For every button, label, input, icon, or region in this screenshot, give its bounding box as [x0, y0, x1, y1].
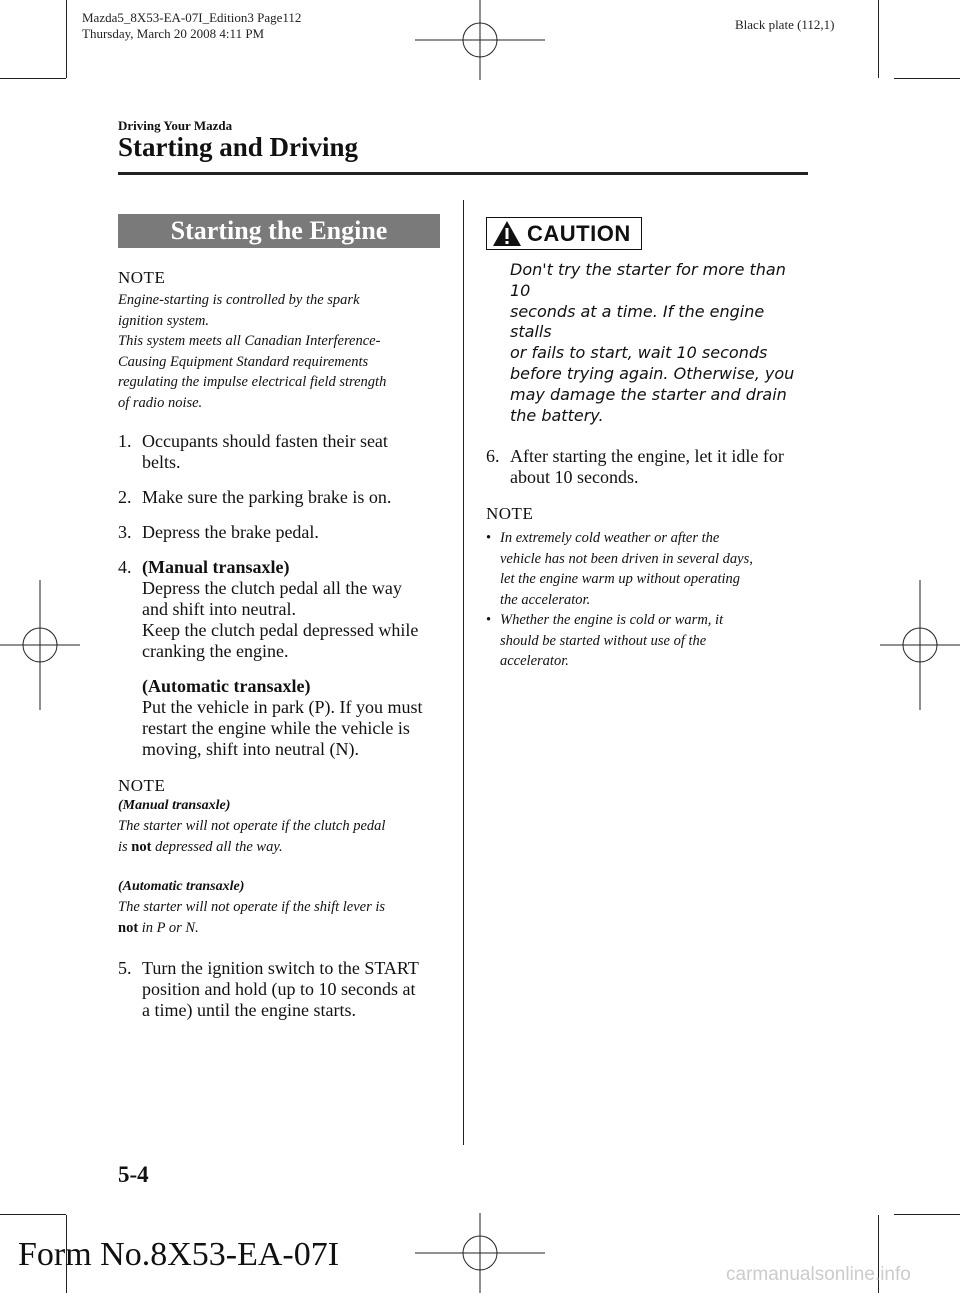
step-line: Depress the clutch pedal all the way — [142, 578, 402, 598]
note-line: the accelerator. — [500, 591, 591, 608]
note-line: should be started without use of the — [500, 632, 707, 649]
print-date-line: Thursday, March 20 2008 4:11 PM — [82, 26, 265, 41]
step-line: Make sure the parking brake is on. — [142, 487, 392, 507]
note-label: NOTE — [118, 776, 166, 795]
step-5 — [118, 958, 440, 1021]
note-line: regulating the impulse electrical field strength — [118, 374, 387, 390]
step-line: Keep the clutch pedal depressed while — [142, 620, 419, 640]
warning-triangle-icon — [492, 220, 522, 247]
note-fragment: is — [118, 838, 132, 855]
step-line: and shift into neutral. — [142, 599, 296, 619]
right-column — [486, 217, 808, 672]
step-line: After starting the engine, let it idle for — [510, 446, 784, 467]
note-bullet-list — [486, 528, 808, 672]
note-line: ignition system. — [118, 312, 210, 329]
caution-text — [510, 260, 808, 426]
section-label: Driving Your Mazda — [118, 118, 233, 133]
step-line: cranking the engine. — [142, 641, 289, 661]
note-line: • In extremely cold weather or after the — [500, 530, 720, 547]
note-label: NOTE — [118, 268, 166, 287]
note-fragment: depressed all the way. — [151, 838, 283, 855]
note-subheading: (Manual transaxle) — [118, 798, 231, 813]
note-emphasis: not — [118, 919, 139, 936]
page-title: Starting and Driving — [118, 132, 359, 162]
step-line: position and hold (up to 10 seconds at — [142, 979, 416, 999]
step-subheading: (Automatic transaxle) — [142, 676, 311, 696]
caution-label: CAUTION — [527, 220, 631, 246]
step-2 — [118, 487, 440, 508]
header-rule — [118, 172, 808, 175]
step-line: restart the engine while the vehicle is — [142, 718, 410, 738]
step-line: a time) until the engine starts. — [142, 1000, 356, 1020]
step-number: 3. — [118, 522, 132, 542]
step-line: moving, shift into neutral (N). — [142, 739, 359, 759]
step-line: about 10 seconds. — [510, 467, 639, 488]
note-line — [118, 837, 440, 858]
step-line: Occupants should fasten their seat — [142, 431, 388, 451]
step-4 — [118, 557, 440, 760]
step-body — [142, 487, 440, 508]
note-text — [118, 816, 440, 857]
step-number: 2. — [118, 487, 132, 507]
caution-line: may damage the starter and drain — [510, 384, 787, 404]
step-number: 5. — [118, 958, 132, 978]
note-label: NOTE — [486, 504, 534, 524]
note-bullet — [486, 610, 808, 672]
print-job-line: Mazda5_8X53-EA-07I_Edition3 Page112 — [82, 10, 302, 25]
note-line: This system meets all Canadian Interference- — [118, 333, 381, 349]
step-body — [510, 446, 808, 488]
step-number: 4. — [118, 557, 132, 577]
left-column — [118, 214, 440, 1021]
note-text — [118, 897, 440, 938]
step-number: 6. — [486, 446, 500, 467]
step-subheading: (Manual transaxle) — [142, 557, 290, 577]
note-line: The starter will not operate if the clutch pedal — [118, 818, 386, 834]
note-text — [118, 290, 440, 413]
step-body — [142, 557, 440, 760]
caution-line: or fails to start, wait 10 seconds — [510, 343, 768, 363]
registration-mark-right — [880, 580, 960, 710]
registration-mark-left — [0, 580, 80, 710]
watermark: carmanualsonline.info — [726, 1264, 911, 1285]
caution-line: before trying again. Otherwise, you — [510, 363, 795, 383]
form-number: Form No.8X53-EA-07I — [18, 1236, 340, 1273]
caution-box — [486, 217, 642, 250]
registration-mark-bottom — [415, 1213, 545, 1293]
note-line: let the engine warm up without operating — [500, 571, 741, 588]
caution-line: Don't try the starter for more than 10 — [510, 260, 786, 300]
step-line: Turn the ignition switch to the START — [142, 958, 419, 978]
note-bullet — [486, 528, 808, 610]
note-emphasis: not — [131, 838, 152, 855]
step-body — [142, 958, 440, 1021]
note-line: • Whether the engine is cold or warm, it — [500, 612, 724, 629]
plate-label: Black plate (112,1) — [735, 17, 835, 32]
step-line: Put the vehicle in park (P). If you must — [142, 697, 423, 717]
step-6 — [486, 446, 808, 488]
section-banner: Starting the Engine — [118, 214, 440, 248]
note-line: Causing Equipment Standard requirements — [118, 353, 369, 370]
step-body — [142, 522, 440, 543]
step-body — [142, 431, 440, 473]
note-line: vehicle has not been driven in several days, — [500, 550, 753, 567]
print-header — [82, 10, 301, 42]
registration-mark-top — [415, 0, 545, 80]
note-fragment: in P or N. — [138, 919, 199, 936]
page-number: 5-4 — [118, 1162, 149, 1187]
note-subheading: (Automatic transaxle) — [118, 879, 245, 894]
caution-line: the battery. — [510, 405, 604, 425]
note-line: Engine-starting is controlled by the spark — [118, 292, 360, 308]
note-line: The starter will not operate if the shift lever is — [118, 899, 386, 915]
note-line — [118, 918, 440, 939]
step-line: belts. — [142, 452, 181, 472]
note-line: accelerator. — [500, 653, 569, 670]
caution-line: seconds at a time. If the engine stalls — [510, 301, 765, 342]
step-number: 1. — [118, 431, 132, 451]
step-3 — [118, 522, 440, 543]
step-1 — [118, 431, 440, 473]
note-line: of radio noise. — [118, 394, 203, 411]
step-line: Depress the brake pedal. — [142, 522, 319, 542]
column-divider — [463, 200, 464, 1145]
